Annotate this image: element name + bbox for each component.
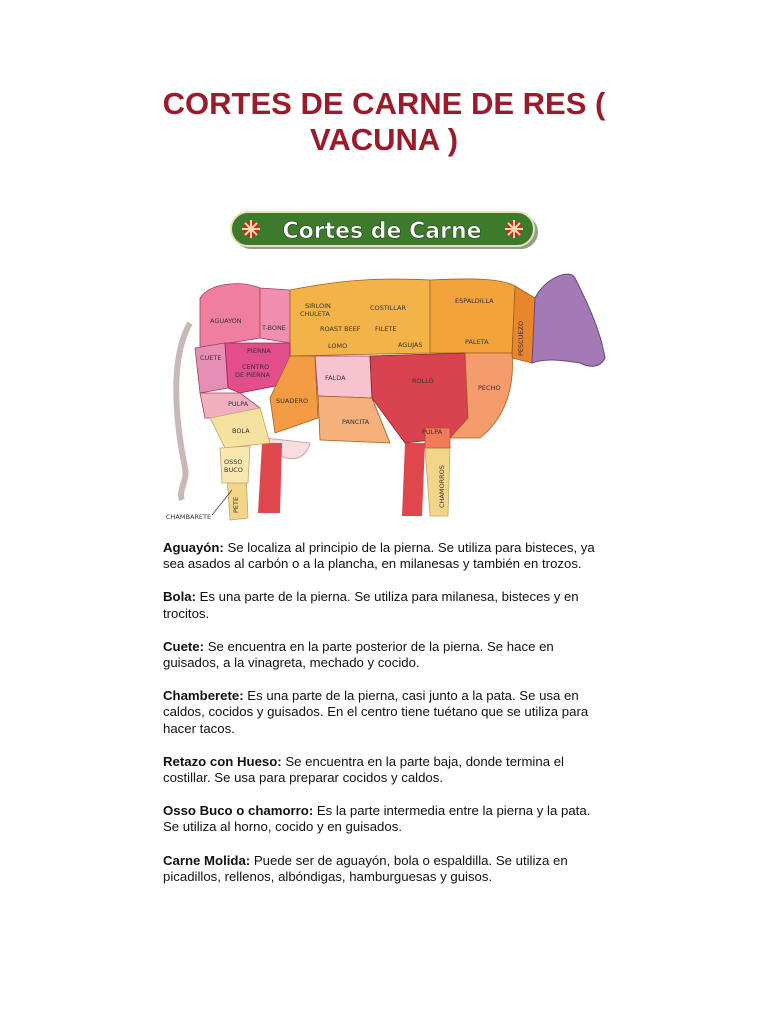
label-chuleta: CHULETA bbox=[300, 310, 330, 318]
definition: Puede ser de aguayón, bola o espaldilla. Se utiliza en picadillos, rellenos, albóndigas, hamburguesas y guisos. bbox=[163, 852, 568, 884]
cow-rear-red-leg bbox=[258, 443, 282, 513]
entry-cuete bbox=[163, 639, 603, 671]
term: Bola: bbox=[163, 589, 196, 605]
entry-retazo bbox=[163, 754, 603, 786]
label-centro-2: DE PIERNA bbox=[235, 371, 270, 379]
banner-graphic bbox=[230, 210, 540, 252]
cut-aguayon bbox=[200, 284, 260, 348]
label-pierna: PIERNA bbox=[247, 347, 271, 355]
cuts-description-list bbox=[163, 540, 603, 902]
banner-text: Cortes de Carne bbox=[282, 219, 482, 244]
label-pecho: PECHO bbox=[478, 384, 501, 392]
cut-tbone bbox=[260, 288, 290, 343]
label-lomo: LOMO bbox=[328, 342, 348, 350]
definition: Es la parte intermedia entre la pierna y la pata. Se utiliza al horno, cocido y en guisados. bbox=[163, 803, 591, 835]
label-pancita: PANCITA bbox=[342, 418, 370, 426]
label-cuete: CUETE bbox=[200, 354, 222, 362]
label-rollo: ROLLO bbox=[412, 377, 434, 385]
page-title: CORTES DE CARNE DE RES ( VACUNA ) bbox=[162, 86, 606, 157]
label-espaldilla: ESPALDILLA bbox=[455, 297, 494, 305]
label-sirloin: SIRLOIN bbox=[305, 302, 331, 310]
label-tbone: T-BONE bbox=[262, 324, 286, 332]
label-pulpa-front: PULPA bbox=[422, 428, 443, 436]
cut-cuete bbox=[195, 343, 228, 393]
definition: Se encuentra en la parte posterior de la pierna. Se hace en guisados, a la vinagreta, mechado y cocido. bbox=[163, 638, 554, 671]
label-costillar: COSTILLAR bbox=[370, 304, 407, 312]
label-chambarete: CHAMBARETE bbox=[166, 513, 212, 521]
cow-tail bbox=[176, 323, 190, 500]
term: Osso Buco o chamorro: bbox=[163, 803, 314, 819]
label-chamorros: CHAMORROS bbox=[438, 465, 446, 508]
term: Aguayón: bbox=[163, 540, 224, 555]
term: Retazo con Hueso: bbox=[163, 753, 282, 769]
label-falda: FALDA bbox=[325, 374, 346, 382]
entry-chamberete bbox=[163, 688, 603, 737]
term: Chamberete: bbox=[163, 688, 244, 704]
label-filete: FILETE bbox=[375, 325, 397, 333]
entry-bola bbox=[163, 589, 603, 621]
label-centro-1: CENTRO bbox=[242, 363, 270, 371]
label-pulpa: PULPA bbox=[228, 400, 249, 408]
label-agujas: AGUJAS bbox=[398, 341, 423, 349]
definition: Se localiza al principio de la pierna. Se utiliza para bisteces, ya sea asados al carbón o a la plancha, en milanesas y también en trozos. bbox=[163, 540, 595, 572]
label-roastbeef: ROAST BEEF bbox=[320, 325, 361, 333]
cow-front-red-leg bbox=[402, 443, 425, 516]
definition: Es una parte de la pierna, casi junto a la pata. Se usa en caldos, cocidos y guisados. En el centro tiene tuétano que se utiliza para hacer tacos. bbox=[163, 688, 589, 736]
label-pete: PETE bbox=[232, 496, 240, 513]
label-paleta: PALETA bbox=[465, 338, 489, 346]
label-suadero: SUADERO bbox=[276, 397, 309, 405]
label-bola: BOLA bbox=[232, 427, 250, 435]
label-osso-2: BUCO bbox=[224, 466, 243, 474]
cortes-de-carne-banner bbox=[230, 210, 540, 252]
definition: Es una parte de la pierna. Se utiliza para milanesa, bisteces y en trocitos. bbox=[163, 589, 579, 621]
cow-diagram-svg bbox=[150, 268, 610, 533]
definition: Se encuentra en la parte baja, donde termina el costillar. Se usa para preparar cocidos y caldos. bbox=[163, 753, 564, 786]
entry-carne-molida bbox=[163, 853, 603, 885]
term: Cuete: bbox=[163, 638, 205, 654]
term: Carne Molida: bbox=[163, 852, 251, 868]
label-aguayon: AGUAYON bbox=[210, 317, 242, 325]
label-osso-1: OSSO bbox=[224, 458, 243, 466]
entry-osso-buco bbox=[163, 803, 603, 835]
label-pescuezo: PESCUEZO bbox=[517, 320, 525, 356]
cow-cuts-diagram bbox=[150, 268, 610, 533]
entry-aguayon bbox=[163, 540, 603, 572]
cow-head bbox=[532, 274, 605, 366]
